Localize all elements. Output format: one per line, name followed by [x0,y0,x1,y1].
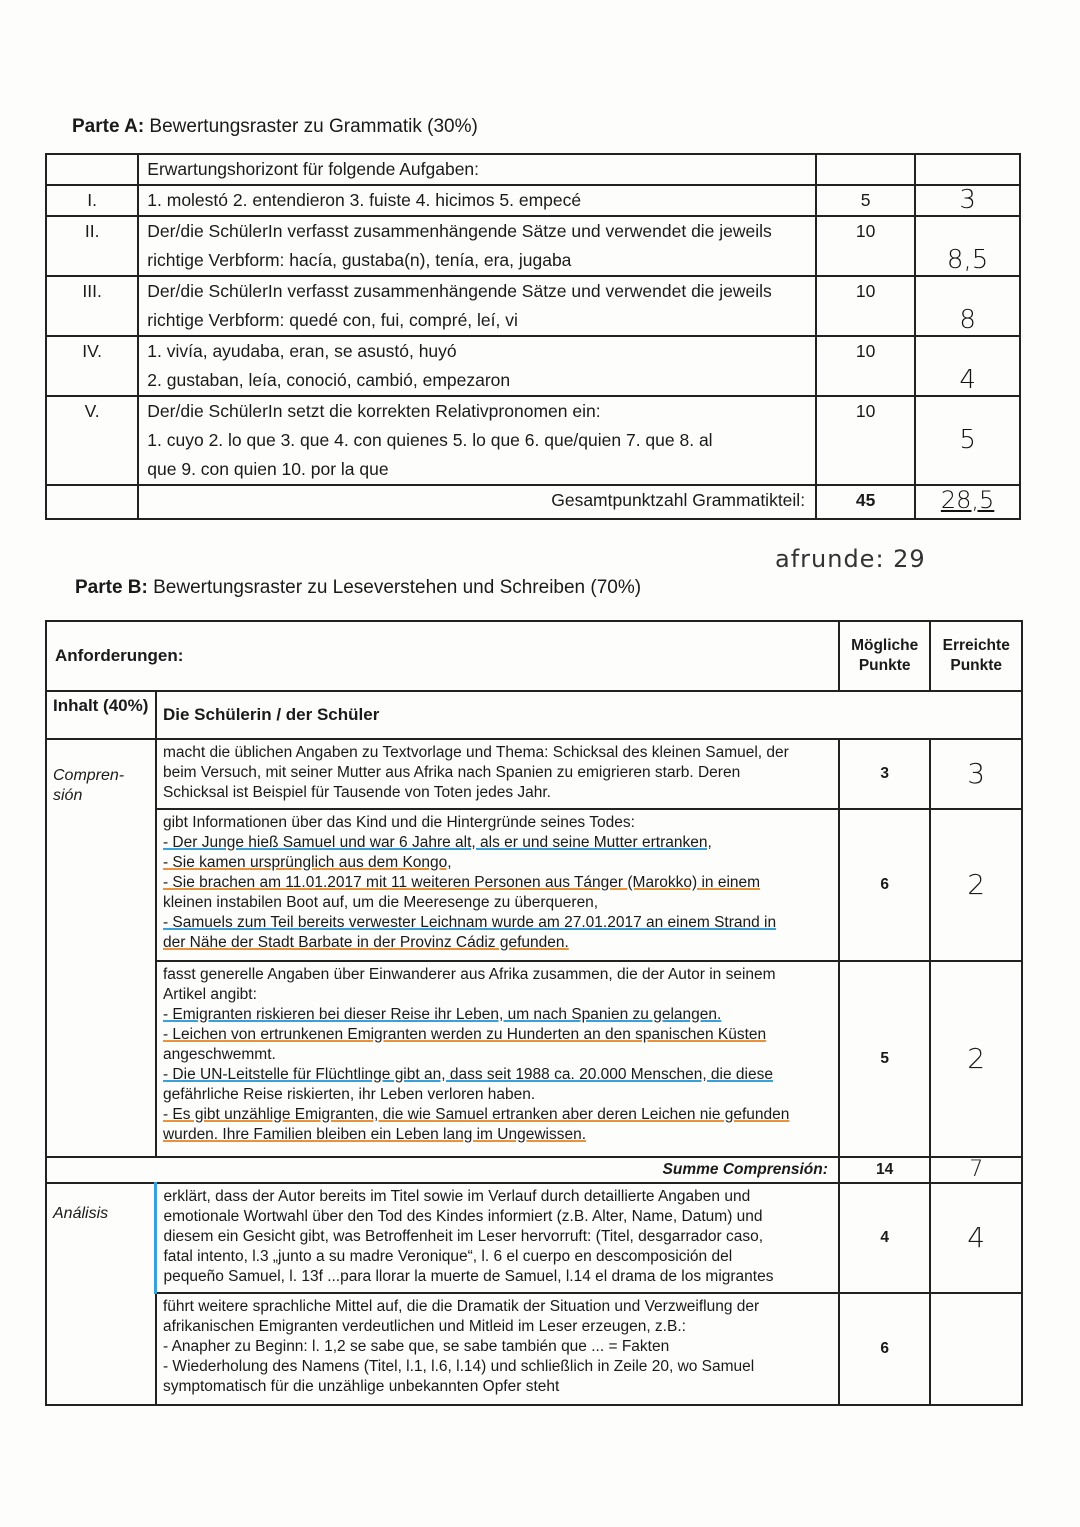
table-row [46,336,1020,396]
header-row [46,621,1022,691]
achieved-points: 4 [930,1183,1022,1293]
table-row [46,809,1022,961]
inhalt-label: Inhalt (40%) [46,691,156,739]
table-row [46,185,1020,216]
sum-comprension-label: Summe Comprensión: [46,1157,839,1183]
criterion-text: gibt Informationen über das Kind und die Hintergründe seines Todes: - Der Junge hieß Samuel und war 6 Jahre alt, als er und seine Mutter ertranken, - Sie kamen ursprünglich aus dem Kongo, - Sie brachen am 11.01.2017 mit 11 weiteren Personen aus Tánger (Marokko) in einem kleinen instabilen Boot auf, um die Meeresenge zu überqueren, - Samuels zum Teil bereits verwester Leichnam wurde am 27.01.2017 an einem Strand in der Nähe der Stadt Barbate in der Provinz Cádiz gefunden. [156,809,839,961]
possible-points: 4 [839,1183,931,1293]
criterion-text: führt weitere sprachliche Mittel auf, die die Dramatik der Situation und Verzweiflung der afrikanischen Emigranten verdeutlichen und Mitleid im Leser erzeugen, z.B.: - Anapher zu Beginn: l. 1,2 se sabe que, se sabe también que ... = Fakten - Wiederholung des Namens (Titel, l.1, l.6, l.14) und schließlich in Zeile 20, wo Samuel symptomatisch für die unzählige unbekannten Opfer steht [156,1293,839,1405]
intro-cell [138,154,816,185]
achieved-points: 3 [930,739,1022,809]
total-achieved: 28,5 [915,485,1020,519]
reading-writing-table [45,620,1023,1406]
table-cell [46,154,138,185]
total-label: Gesamtpunktzahl Grammatikteil: [138,485,816,519]
table-row [46,1293,1022,1405]
total-possible: 45 [816,485,915,519]
col-possible-header: Mögliche Punkte [839,621,931,691]
criterion-text: macht die üblichen Angaben zu Textvorlage und Thema: Schicksal des kleinen Samuel, der beim Versuch, mit seiner Mutter aus Afrika nach Spanien zu emigrieren starb. Deren Schicksal ist Beispiel für Tausende von Toten jedes Jahr. [156,739,839,809]
part-b-heading: Parte B: Bewertungsraster zu Leseverstehen und Schreiben (70%) [75,577,642,598]
table-row [46,1183,1022,1293]
achieved-points: 8 [915,276,1020,336]
table-cell [46,485,138,519]
row-number: II. [46,216,138,276]
row-text: Der/die SchülerIn verfasst zusammenhängende Sätze und verwendet die jeweils richtige Verbform: quedé con, fui, compré, leí, vi [138,276,816,336]
table-cell [915,154,1020,185]
intro-text: Erwartungshorizont für folgende Aufgaben: [147,159,480,179]
possible-points: 6 [839,1293,931,1405]
achieved-points: 2 [930,809,1022,961]
analisis-label: Análisis [46,1183,156,1405]
row-number: IV. [46,336,138,396]
row-number: III. [46,276,138,336]
achieved-points [930,1293,1022,1405]
sum-achieved: 7 [930,1157,1022,1183]
possible-points: 10 [816,396,915,485]
possible-points: 5 [816,185,915,216]
sum-possible: 14 [839,1157,931,1183]
table-row [46,961,1022,1157]
handwritten-rounded-note: afrunde: 29 [775,545,926,573]
comprension-label: Compren-sión [46,739,156,1157]
achieved-points: 2 [930,961,1022,1157]
part-a-heading: Parte A: Bewertungsraster zu Grammatik (30%) [72,116,478,137]
sum-row [46,1157,1022,1183]
subject-label: Die Schülerin / der Schüler [156,691,1022,739]
achieved-points: 5 [915,396,1020,485]
possible-points: 10 [816,336,915,396]
row-text: Der/die SchülerIn setzt die korrekten Relativpronomen ein: 1. cuyo 2. lo que 3. que 4. con quienes 5. lo que 6. que/quien 7. que 8. al que 9. con quien 10. por la que [138,396,816,485]
row-text: 1. molestó 2. entendieron 3. fuiste 4. hicimos 5. empecé [138,185,816,216]
possible-points: 3 [839,739,931,809]
possible-points: 6 [839,809,931,961]
criterion-text: erklärt, dass der Autor bereits im Titel sowie im Verlauf durch detaillierte Angaben und emotionale Wortwahl über den Tod des Kindes informiert (z.B. Alter, Name, Datum) und diesem ein Gesicht gibt, was Betroffenheit im Leser hervorruft: (Titel, desgarrador caso, fatal intento, l.3 „junto a su madre Veronique“, l. 6 el cuerpo en descomposición del pequeño Samuel, l. 13f ...para llorar la muerte de Samuel, l.14 el drama de los migrantes [156,1183,839,1293]
achieved-points: 4 [915,336,1020,396]
achieved-points: 3 [915,185,1020,216]
criterion-text: fasst generelle Angaben über Einwanderer aus Afrika zusammen, die der Autor in seinem Artikel angibt: - Emigranten riskieren bei dieser Reise ihr Leben, um nach Spanien zu gelangen. - Leichen von ertrunkenen Emigranten werden zu Hunderten an den spanischen Küsten angeschwemmt. - Die UN-Leitstelle für Flüchtlinge gibt an, dass seit 1988 ca. 20.000 Menschen, die diese gefährliche Reise riskierten, ihr Leben verloren haben. - Es gibt unzählige Emigranten, die wie Samuel ertranken aber deren Leichen nie gefunden wurden. Ihre Familien bleiben ein Leben lang im Ungewissen. [156,961,839,1157]
table-row [46,276,1020,336]
achieved-points: 8,5 [915,216,1020,276]
possible-points: 10 [816,276,915,336]
grammar-table [45,153,1021,520]
subject-row [46,691,1022,739]
requirements-label: Anforderungen: [46,621,839,691]
row-text: 1. vivía, ayudaba, eran, se asustó, huyó 2. gustaban, leía, conoció, cambió, empezaron [138,336,816,396]
table-row [46,739,1022,809]
table-row [46,216,1020,276]
possible-points: 10 [816,216,915,276]
possible-points: 5 [839,961,931,1157]
row-number: V. [46,396,138,485]
row-number: I. [46,185,138,216]
row-text: Der/die SchülerIn verfasst zusammenhängende Sätze und verwendet die jeweils richtige Verbform: hacía, gustaba(n), tenía, era, jugaba [138,216,816,276]
col-achieved-header: Erreichte Punkte [930,621,1022,691]
table-cell [816,154,915,185]
table-row [46,396,1020,485]
total-row [46,485,1020,519]
